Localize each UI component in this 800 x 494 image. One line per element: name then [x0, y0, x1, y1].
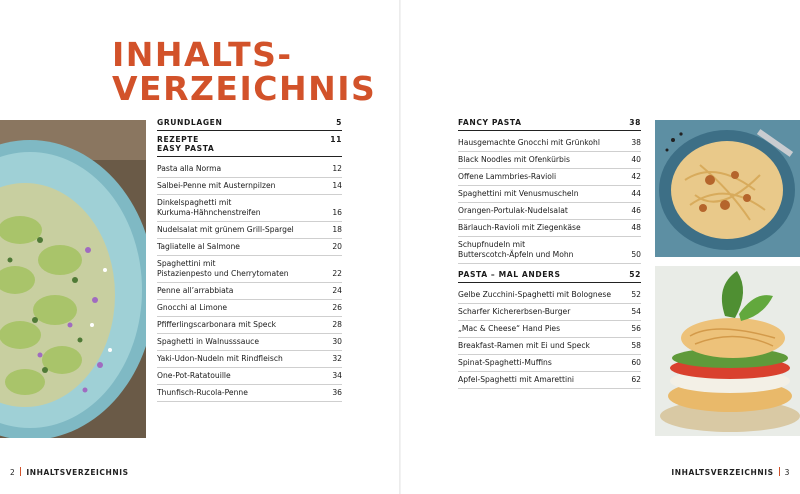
toc-entry-title: Spaghettini mit Venusmuscheln	[458, 189, 579, 198]
toc-entry	[458, 152, 641, 169]
spaghetti-burger-photo	[655, 266, 800, 436]
footer-right-page-number: 3	[784, 468, 790, 477]
toc-entry	[157, 283, 342, 300]
toc-entry-title: GRUNDLAGEN	[157, 118, 223, 127]
title-line-1: INHALTS-	[112, 35, 293, 74]
toc-page-number: 48	[631, 223, 641, 232]
toc-page-number: 42	[631, 172, 641, 181]
toc-section-heading	[157, 118, 342, 131]
toc-page-number: 20	[332, 242, 342, 251]
toc-page-number: 50	[631, 250, 641, 259]
toc-entry	[458, 135, 641, 152]
toc-page-number: 16	[332, 208, 342, 217]
toc-section-heading	[458, 118, 641, 131]
page-gutter	[399, 0, 401, 494]
toc-entry-title: Scharfer Kichererbsen-Burger	[458, 307, 571, 316]
toc-entry-title: Gnocchi al Limone	[157, 303, 228, 312]
toc-page-number: 38	[631, 138, 641, 147]
toc-entry	[157, 368, 342, 385]
toc-entry	[458, 372, 641, 389]
toc-entry-title: REZEPTE EASY PASTA	[157, 135, 215, 153]
toc-entry-title: Bärlauch-Ravioli mit Ziegenkäse	[458, 223, 581, 232]
toc-entry-title: Yaki-Udon-Nudeln mit Rindfleisch	[157, 354, 283, 363]
footer-left	[10, 467, 129, 477]
toc-page-number: 12	[332, 164, 342, 173]
toc-page-number: 52	[629, 270, 641, 279]
toc-page-number: 14	[332, 181, 342, 190]
footer-right-label: INHALTSVERZEICHNIS	[671, 468, 774, 477]
toc-page-number: 62	[631, 375, 641, 384]
toc-page-number: 28	[332, 320, 342, 329]
toc-section-heading	[458, 270, 641, 283]
toc-entry	[157, 222, 342, 239]
toc-entry-title: „Mac & Cheese“ Hand Pies	[458, 324, 561, 333]
toc-entry-title: Spinat-Spaghetti-Muffins	[458, 358, 552, 367]
toc-page-number: 11	[330, 135, 342, 144]
toc-page-number: 52	[631, 290, 641, 299]
toc-entry-title: PASTA – MAL ANDERS	[458, 270, 561, 279]
toc-left	[157, 118, 342, 402]
toc-entry-title: Breakfast-Ramen mit Ei und Speck	[458, 341, 590, 350]
toc-entry-title: Black Noodles mit Ofenkürbis	[458, 155, 570, 164]
toc-entry	[458, 304, 641, 321]
ravioli-photo	[0, 120, 146, 438]
toc-entry-title: Gelbe Zucchini-Spaghetti mit Bolognese	[458, 290, 612, 299]
title-line-2: VERZEICHNIS	[112, 69, 377, 108]
footer-divider	[20, 467, 21, 476]
toc-entry-title: Nudelsalat mit grünem Grill-Spargel	[157, 225, 294, 234]
toc-page-number: 32	[332, 354, 342, 363]
toc-entry	[157, 351, 342, 368]
pasta-bowl-photo	[655, 120, 800, 257]
toc-entry	[458, 321, 641, 338]
toc-entry-title: Thunfisch-Rucola-Penne	[157, 388, 248, 397]
toc-entry-title: One-Pot-Ratatouille	[157, 371, 231, 380]
toc-entry-title: Salbei-Penne mit Austernpilzen	[157, 181, 276, 190]
toc-entry-title: Spaghetti in Walnusssauce	[157, 337, 260, 346]
toc-page-number: 60	[631, 358, 641, 367]
toc-section-heading	[157, 135, 342, 157]
toc-entry	[458, 338, 641, 355]
toc-page-number: 36	[332, 388, 342, 397]
toc-entry	[458, 186, 641, 203]
footer-left-page-number: 2	[10, 468, 16, 477]
toc-entry	[157, 334, 342, 351]
page-title	[112, 35, 377, 108]
toc-entry	[157, 300, 342, 317]
footer-divider	[779, 467, 780, 476]
toc-entry	[458, 220, 641, 237]
toc-entry-title: Tagliatelle al Salmone	[157, 242, 240, 251]
toc-entry	[157, 256, 342, 283]
toc-entry-title: Penne all’arrabbiata	[157, 286, 234, 295]
toc-page-number: 38	[629, 118, 641, 127]
toc-entry-title: Schupfnudeln mit Butterscotch-Äpfeln und Mohn	[458, 240, 574, 259]
toc-entry	[157, 239, 342, 256]
toc-page-number: 54	[631, 307, 641, 316]
toc-entry	[157, 385, 342, 402]
toc-entry	[458, 169, 641, 186]
toc-page-number: 34	[332, 371, 342, 380]
toc-entry-title: Spaghettini mit Pistazienpesto und Cherrytomaten	[157, 259, 289, 278]
toc-entry-title: FANCY PASTA	[458, 118, 522, 127]
footer-right	[671, 467, 790, 477]
toc-entry	[458, 287, 641, 304]
toc-page-number: 58	[631, 341, 641, 350]
toc-entry-title: Offene Lammbries-Ravioli	[458, 172, 557, 181]
toc-entry-title: Orangen-Portulak-Nudelsalat	[458, 206, 568, 215]
toc-entry-title: Pfifferlingscarbonara mit Speck	[157, 320, 277, 329]
toc-page-number: 22	[332, 269, 342, 278]
toc-entry	[157, 195, 342, 222]
toc-page-number: 24	[332, 286, 342, 295]
toc-entry	[458, 203, 641, 220]
toc-page-number: 18	[332, 225, 342, 234]
toc-entry	[157, 317, 342, 334]
toc-page-number: 26	[332, 303, 342, 312]
toc-entry	[157, 178, 342, 195]
footer-left-label: INHALTSVERZEICHNIS	[26, 468, 129, 477]
toc-page-number: 46	[631, 206, 641, 215]
toc-entry-title: Pasta alla Norma	[157, 164, 222, 173]
toc-page-number: 30	[332, 337, 342, 346]
toc-page-number: 44	[631, 189, 641, 198]
toc-entry	[458, 237, 641, 264]
toc-entry-title: Apfel-Spaghetti mit Amarettini	[458, 375, 575, 384]
toc-entry-title: Dinkelspaghetti mit Kurkuma-Hähnchenstreifen	[157, 198, 261, 217]
toc-page-number: 56	[631, 324, 641, 333]
toc-page-number: 40	[631, 155, 641, 164]
toc-page-number: 5	[336, 118, 342, 127]
toc-entry	[157, 161, 342, 178]
toc-entry-title: Hausgemachte Gnocchi mit Grünkohl	[458, 138, 600, 147]
toc-entry	[458, 355, 641, 372]
toc-right	[458, 118, 641, 389]
